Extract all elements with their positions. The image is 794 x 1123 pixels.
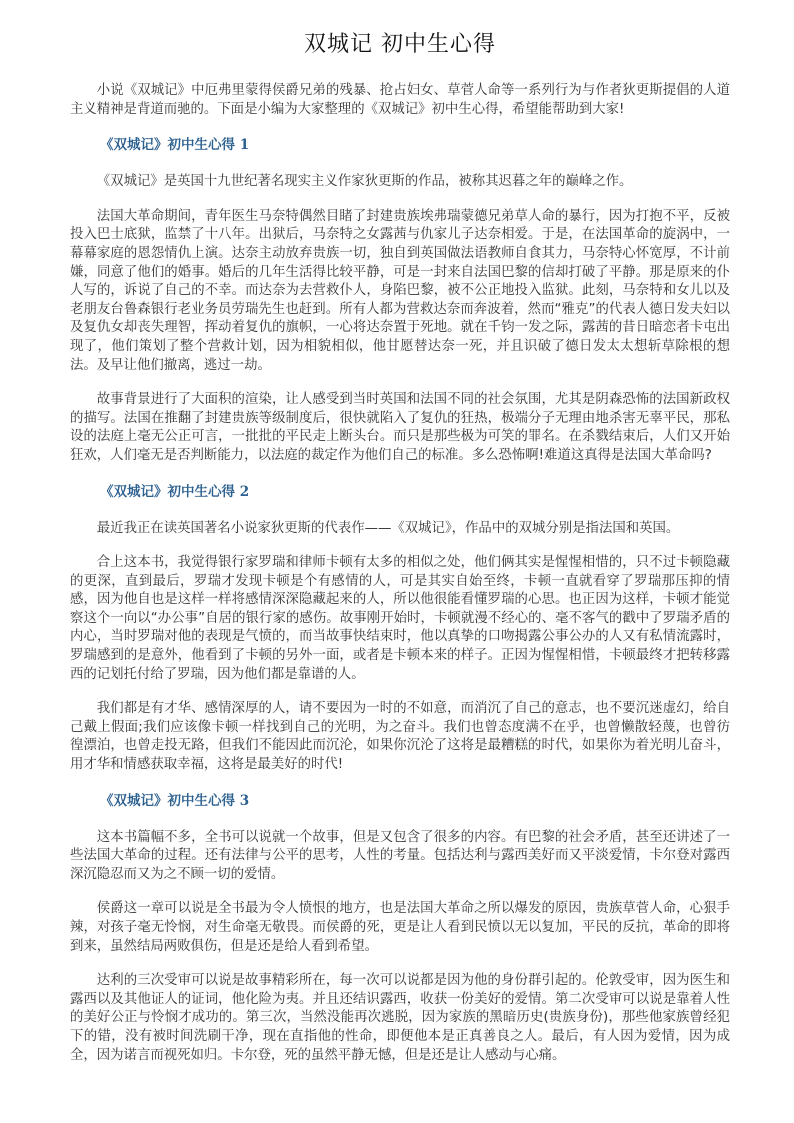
paragraph: 达利的三次受审可以说是故事精彩所在，每一次可以说都是因为他的身份群引起的。伦敦受审，因为医生和露西以及其他证人的证词，他化险为夷。并且还结识露西，收获一份美好的爱情。第二次受审可以说是靠着人性的美好公正与怜悯才成功的。第三次，当然没能再次逃脱，因为家族的黑暗历史(贵族身份)，那些他家族曾经犯下的错，没有被时间洗刷干净，现在直指他的性命，即便他本是正真善良之人。最后，有人因为爱情，因为成全，因为诺言而视死如归。卡尔登，死的虽然平静无憾，但是还是让人感动与心痛。 [70, 973, 730, 1063]
section-heading-1: 《双城记》初中生心得 1 [100, 137, 250, 154]
paragraph: 法国大革命期间，青年医生马奈特偶然目睹了封建贵族埃弗瑞蒙德兄弟草人命的暴行，因为打抱不平，反被投入巴士底狱，监禁了十八年。出狱后，马奈特之女露茜与仇家儿子达奈相爱。于是，在法国革命的旋涡中，一幕幕家庭的恩怨情仇上演。达奈主动放弃贵族一切，独自到英国做法语教师自食其力，马奈特心怀宽厚，不计前嫌，同意了他们的婚事。婚后的几年生活得比较平静，可是一封来自法国巴黎的信却打破了平静。那是原来的仆人写的，诉说了自己的不幸。而达奈为去营救仆人，身陷巴黎，被不公正地投入监狱。此刻，马奈特和女儿以及老朋友台鲁森银行老业务员劳瑞先生也赶到。所有人都为营救达奈而奔波着，然而“雅克”的代表人德日发夫妇以及复仇女却丧失理智，挥动着复仇的旗帜，一心将达奈置于死地。就在千钧一发之际，露茜的昔日暗恋者卡屯出现了，他们策划了整个营救计划，因为相貌相似，他甘愿替达奈一死，并且识破了德日发太太想斩草除根的想法。及早让他们撤离，逃过一劫。 [70, 208, 730, 373]
paragraph: 侯爵这一章可以说是全书最为令人愤恨的地方，也是法国大革命之所以爆发的原因，贵族草菅人命，心狠手辣，对孩子毫无怜悯，对生命毫无敬畏。而侯爵的死，更是让人看到民愤以无以复加，平民的反抗，革命的即将到来，虽然结局两败俱伤，但是还是给人看到希望。 [70, 901, 730, 954]
document-page [70, 30, 730, 1081]
paragraph: 《双城记》是英国十九世纪著名现实主义作家狄更斯的作品，被称其迟暮之年的巅峰之作。 [96, 174, 633, 190]
document-title: 双城记 初中生心得 [304, 32, 496, 57]
paragraph: 这本书篇幅不多，全书可以说就一个故事，但是又包含了很多的内容。有巴黎的社会矛盾，甚至还讲述了一些法国大革命的过程。还有法律与公平的思考，人性的考量。包括达利与露西美好而又平淡爱情，卡尔登对露西深沉隐忍而又为之不顾一切的爱情。 [70, 829, 730, 882]
paragraph: 故事背景进行了大面积的渲染，让人感受到当时英国和法国不同的社会氛围，尤其是阴森恐怖的法国新政权的描写。法国在推翻了封建贵族等级制度后，很快就陷入了复仇的狂热，极端分子无理由地杀害无辜平民，那私设的法庭上毫无公正可言，一批批的平民走上断头台。而只是那些极为可笑的罪名。在杀戮结束后，人们又开始狂欢，人们毫无是否判断能力，以法庭的裁定作为他们自己的标准。多么恐怖啊!难道这真得是法国大革命吗? [70, 392, 730, 463]
section-heading-2: 《双城记》初中生心得 2 [100, 483, 250, 500]
intro-paragraph: 小说《双城记》中厄弗里蒙得侯爵兄弟的残暴、抢占妇女、草菅人命等一系列行为与作者狄更斯提倡的人道主义精神是背道而驰的。下面是小编为大家整理的《双城记》初中生心得，希望能帮助到大家! [70, 83, 730, 117]
section-heading-3: 《双城记》初中生心得 3 [100, 792, 250, 809]
paragraph: 最近我正在读英国著名小说家狄更斯的代表作——《双城记》，作品中的双城分别是指法国和英国。 [96, 520, 680, 536]
paragraph: 合上这本书，我觉得银行家罗瑞和律师卡顿有太多的相似之处，他们俩其实是惺惺相惜的，只不过卡顿隐藏的更深，直到最后，罗瑞才发现卡顿是个有感情的人，可是其实自始至终，卡顿一直就看穿了罗瑞那压抑的情感，因为他自也是这样一样将感情深深隐藏起来的人，所以他很能看懂罗瑞的心思。也正因为这样，卡顿才能觉察这个一向以“办公事”自居的银行家的感伤。故事刚开始时，卡顿就漫不经心的、毫不客气的戳中了罗瑞矛盾的内心，当时罗瑞对他的表现是气愤的，而当故事快结束时，他以真挚的口吻揭露公事公办的人又有私情流露时，罗瑞感到的是意外，他看到了卡顿的另外一面，或者是卡顿本来的样子。正因为惺惺相惜，卡顿最终才把转移露西的记划托付给了罗瑞，因为他们都是靠谱的人。 [70, 555, 730, 682]
paragraph: 我们都是有才华、感情深厚的人，请不要因为一时的不如意，而消沉了自己的意志，也不要沉迷虚幻，给自己戴上假面;我们应该像卡顿一样找到自己的光明，为之奋斗。我们也曾态度满不在乎，也曾懒散轻蔑，也曾彷徨漂泊，也曾走投无路，但我们不能因此而沉沦，如果你沉沦了这将是最糟糕的时代，如果你为着光明儿奋斗，用才华和情感获取幸福，这将是最美好的时代! [70, 701, 730, 773]
